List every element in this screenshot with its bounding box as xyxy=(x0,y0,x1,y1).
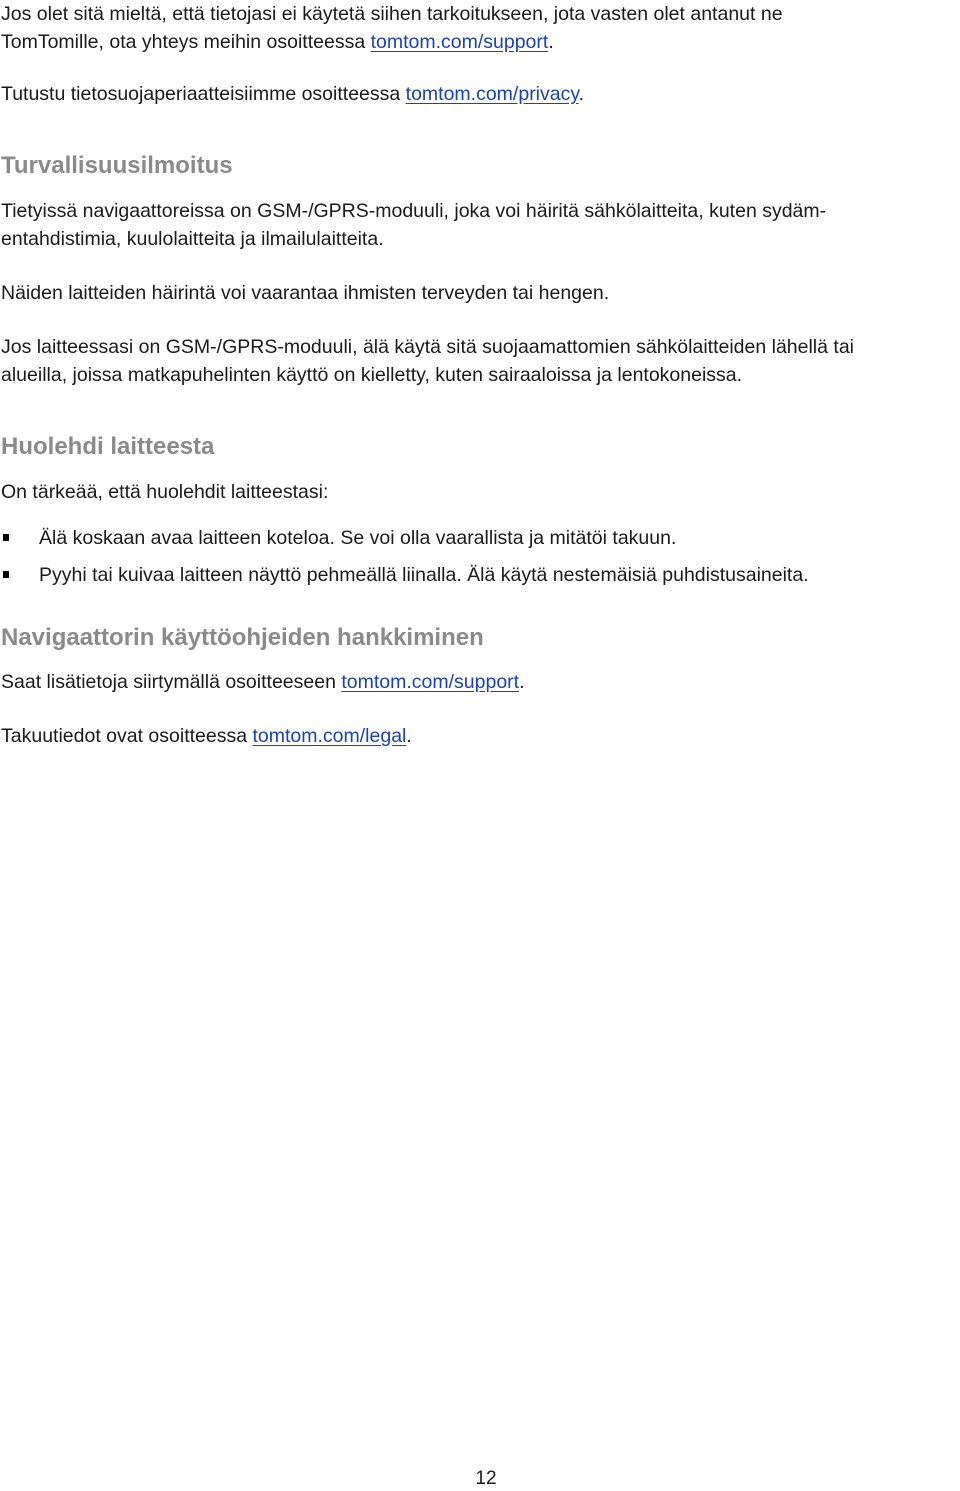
safety-paragraph-3 xyxy=(1,333,959,389)
support-link[interactable]: tomtom.com/support xyxy=(370,31,549,53)
warranty-text: Takuutiedot ovat osoitteessa xyxy=(1,725,253,747)
safety-heading: Turvallisuusilmoitus xyxy=(1,152,233,179)
safety-paragraph-1 xyxy=(1,197,959,253)
privacy-suffix: . xyxy=(578,83,585,105)
privacy-paragraph xyxy=(1,80,959,108)
legal-link[interactable]: tomtom.com/legal xyxy=(252,725,407,747)
bullet-square-icon xyxy=(3,534,9,541)
safety-paragraph-3-line-2: alueilla, joissa matkapuhelinten käyttö on kielletty, kuten sairaaloissa ja lentokoneissa. xyxy=(1,364,743,386)
intro-line-2-suffix: . xyxy=(548,31,554,53)
care-intro: On tärkeää, että huolehdit laitteestasi: xyxy=(1,481,329,503)
manuals-info-paragraph xyxy=(1,668,959,696)
manuals-heading: Navigaattorin käyttöohjeiden hankkiminen xyxy=(1,624,484,651)
privacy-text: Tutustu tietosuojaperiaatteisiimme osoitteessa xyxy=(1,83,406,105)
warranty-suffix: . xyxy=(406,725,412,747)
intro-paragraph xyxy=(1,0,959,56)
bullet-square-icon xyxy=(3,571,9,578)
care-bullet-2-text: Pyyhi tai kuivaa laitteen näyttö pehmeällä liinalla. Älä käytä nestemäisiä puhdistusaineita. xyxy=(39,564,809,586)
manuals-support-link[interactable]: tomtom.com/support xyxy=(341,671,520,693)
safety-paragraph-3-line-1: Jos laitteessasi on GSM-/GPRS-moduuli, älä käytä sitä suojaamattomien sähkölaitteiden lähellä tai xyxy=(1,336,855,358)
warranty-paragraph xyxy=(1,722,959,750)
care-bullet-1-text: Älä koskaan avaa laitteen koteloa. Se voi olla vaarallista ja mitätöi takuun. xyxy=(39,527,677,549)
safety-paragraph-1-line-1: Tietyissä navigaattoreissa on GSM-/GPRS-moduuli, joka voi häiritä sähkölaitteita, kuten sydäm- xyxy=(1,200,827,222)
intro-line-2-text: TomTomille, ota yhteys meihin osoitteessa xyxy=(1,31,371,53)
safety-paragraph-2: Näiden laitteiden häirintä voi vaarantaa ihmisten terveyden tai hengen. xyxy=(1,282,610,304)
care-heading: Huolehdi laitteesta xyxy=(1,433,215,460)
safety-paragraph-1-line-2: entahdistimia, kuulolaitteita ja ilmailulaitteita. xyxy=(1,228,384,250)
page-number: 12 xyxy=(475,1468,497,1489)
privacy-link[interactable]: tomtom.com/privacy xyxy=(405,83,579,105)
manuals-info-text: Saat lisätietoja siirtymällä osoitteeseen xyxy=(1,671,342,693)
intro-line-1: Jos olet sitä mieltä, että tietojasi ei käytetä siihen tarkoitukseen, jota vasten olet antanut ne xyxy=(1,3,783,25)
manuals-info-suffix: . xyxy=(519,671,525,693)
intro-line-2 xyxy=(1,28,959,56)
